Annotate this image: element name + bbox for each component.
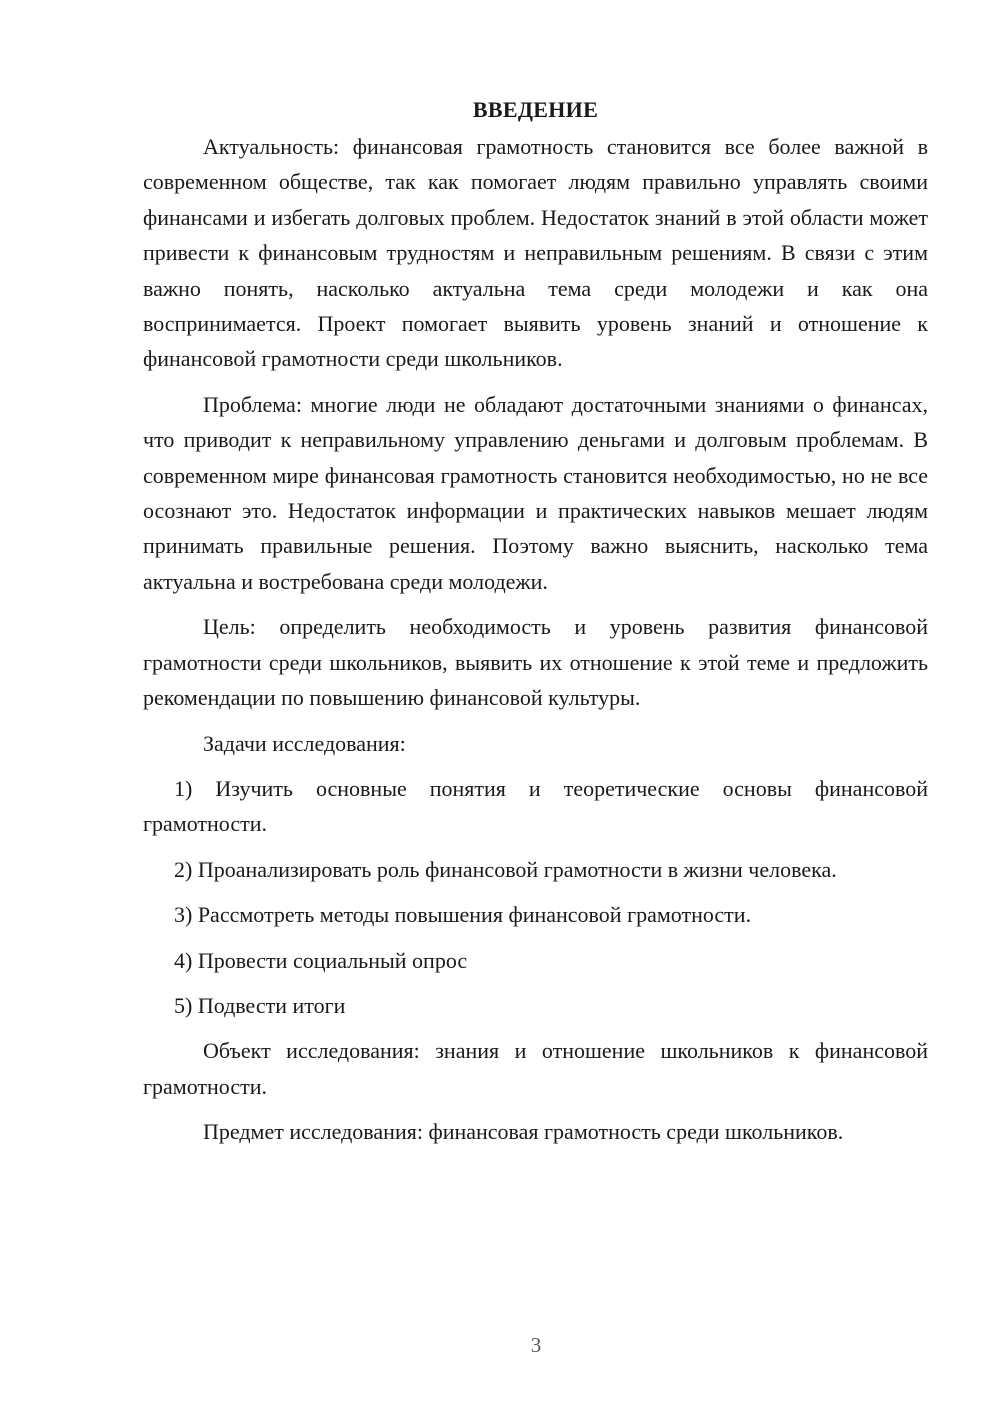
paragraph-subject: Предмет исследования: финансовая грамотность среди школьников. (203, 1119, 844, 1145)
paragraph-goal: Цель: определить необходимость и уровень развития финансовой грамотности среди школьников, выявить их отношение к этой теме и предложить рекомендации по повышению финансовой культуры. (143, 614, 928, 711)
task-item-3: 3) Рассмотреть методы повышения финансовой грамотности. (174, 902, 752, 928)
tasks-heading: Задачи исследования: (203, 730, 406, 756)
section-heading: ВВЕДЕНИЕ (472, 97, 599, 122)
document-page (143, 92, 928, 1160)
task-item-2: 2) Проанализировать роль финансовой грамотности в жизни человека. (174, 856, 837, 882)
task-item-4: 4) Провести социальный опрос (174, 947, 468, 973)
task-item-1: 1) Изучить основные понятия и теоретические основы финансовой грамотности. (143, 775, 928, 837)
paragraph-object: Объект исследования: знания и отношение школьников к финансовой грамотности. (143, 1038, 928, 1099)
paragraph-problem: Проблема: многие люди не обладают достаточными знаниями о финансах, что приводит к неправильному управлению деньгами и долговым проблемам. В современном мире финансовая грамотность становится необходимостью, но не все осознают это. Недостаток информации и практических навыков мешает людям принимать правильные решения. Поэтому важно выяснить, насколько тема актуальна и востребована среди молодежи. (143, 391, 928, 594)
page-number: 3 (530, 1333, 542, 1357)
task-item-5: 5) Подвести итоги (174, 992, 346, 1018)
paragraph-relevance: Актуальность: финансовая грамотность становится все более важной в современном обществе, так как помогает людям правильно управлять своими финансами и избегать долговых проблем. Недостаток знаний в этой области может привести к финансовым трудностям и неправильным решениям. В связи с этим важно понять, насколько актуальна тема среди молодежи и как она воспринимается. Проект помогает выявить уровень знаний и отношение к финансовой грамотности среди школьников. (143, 134, 928, 372)
